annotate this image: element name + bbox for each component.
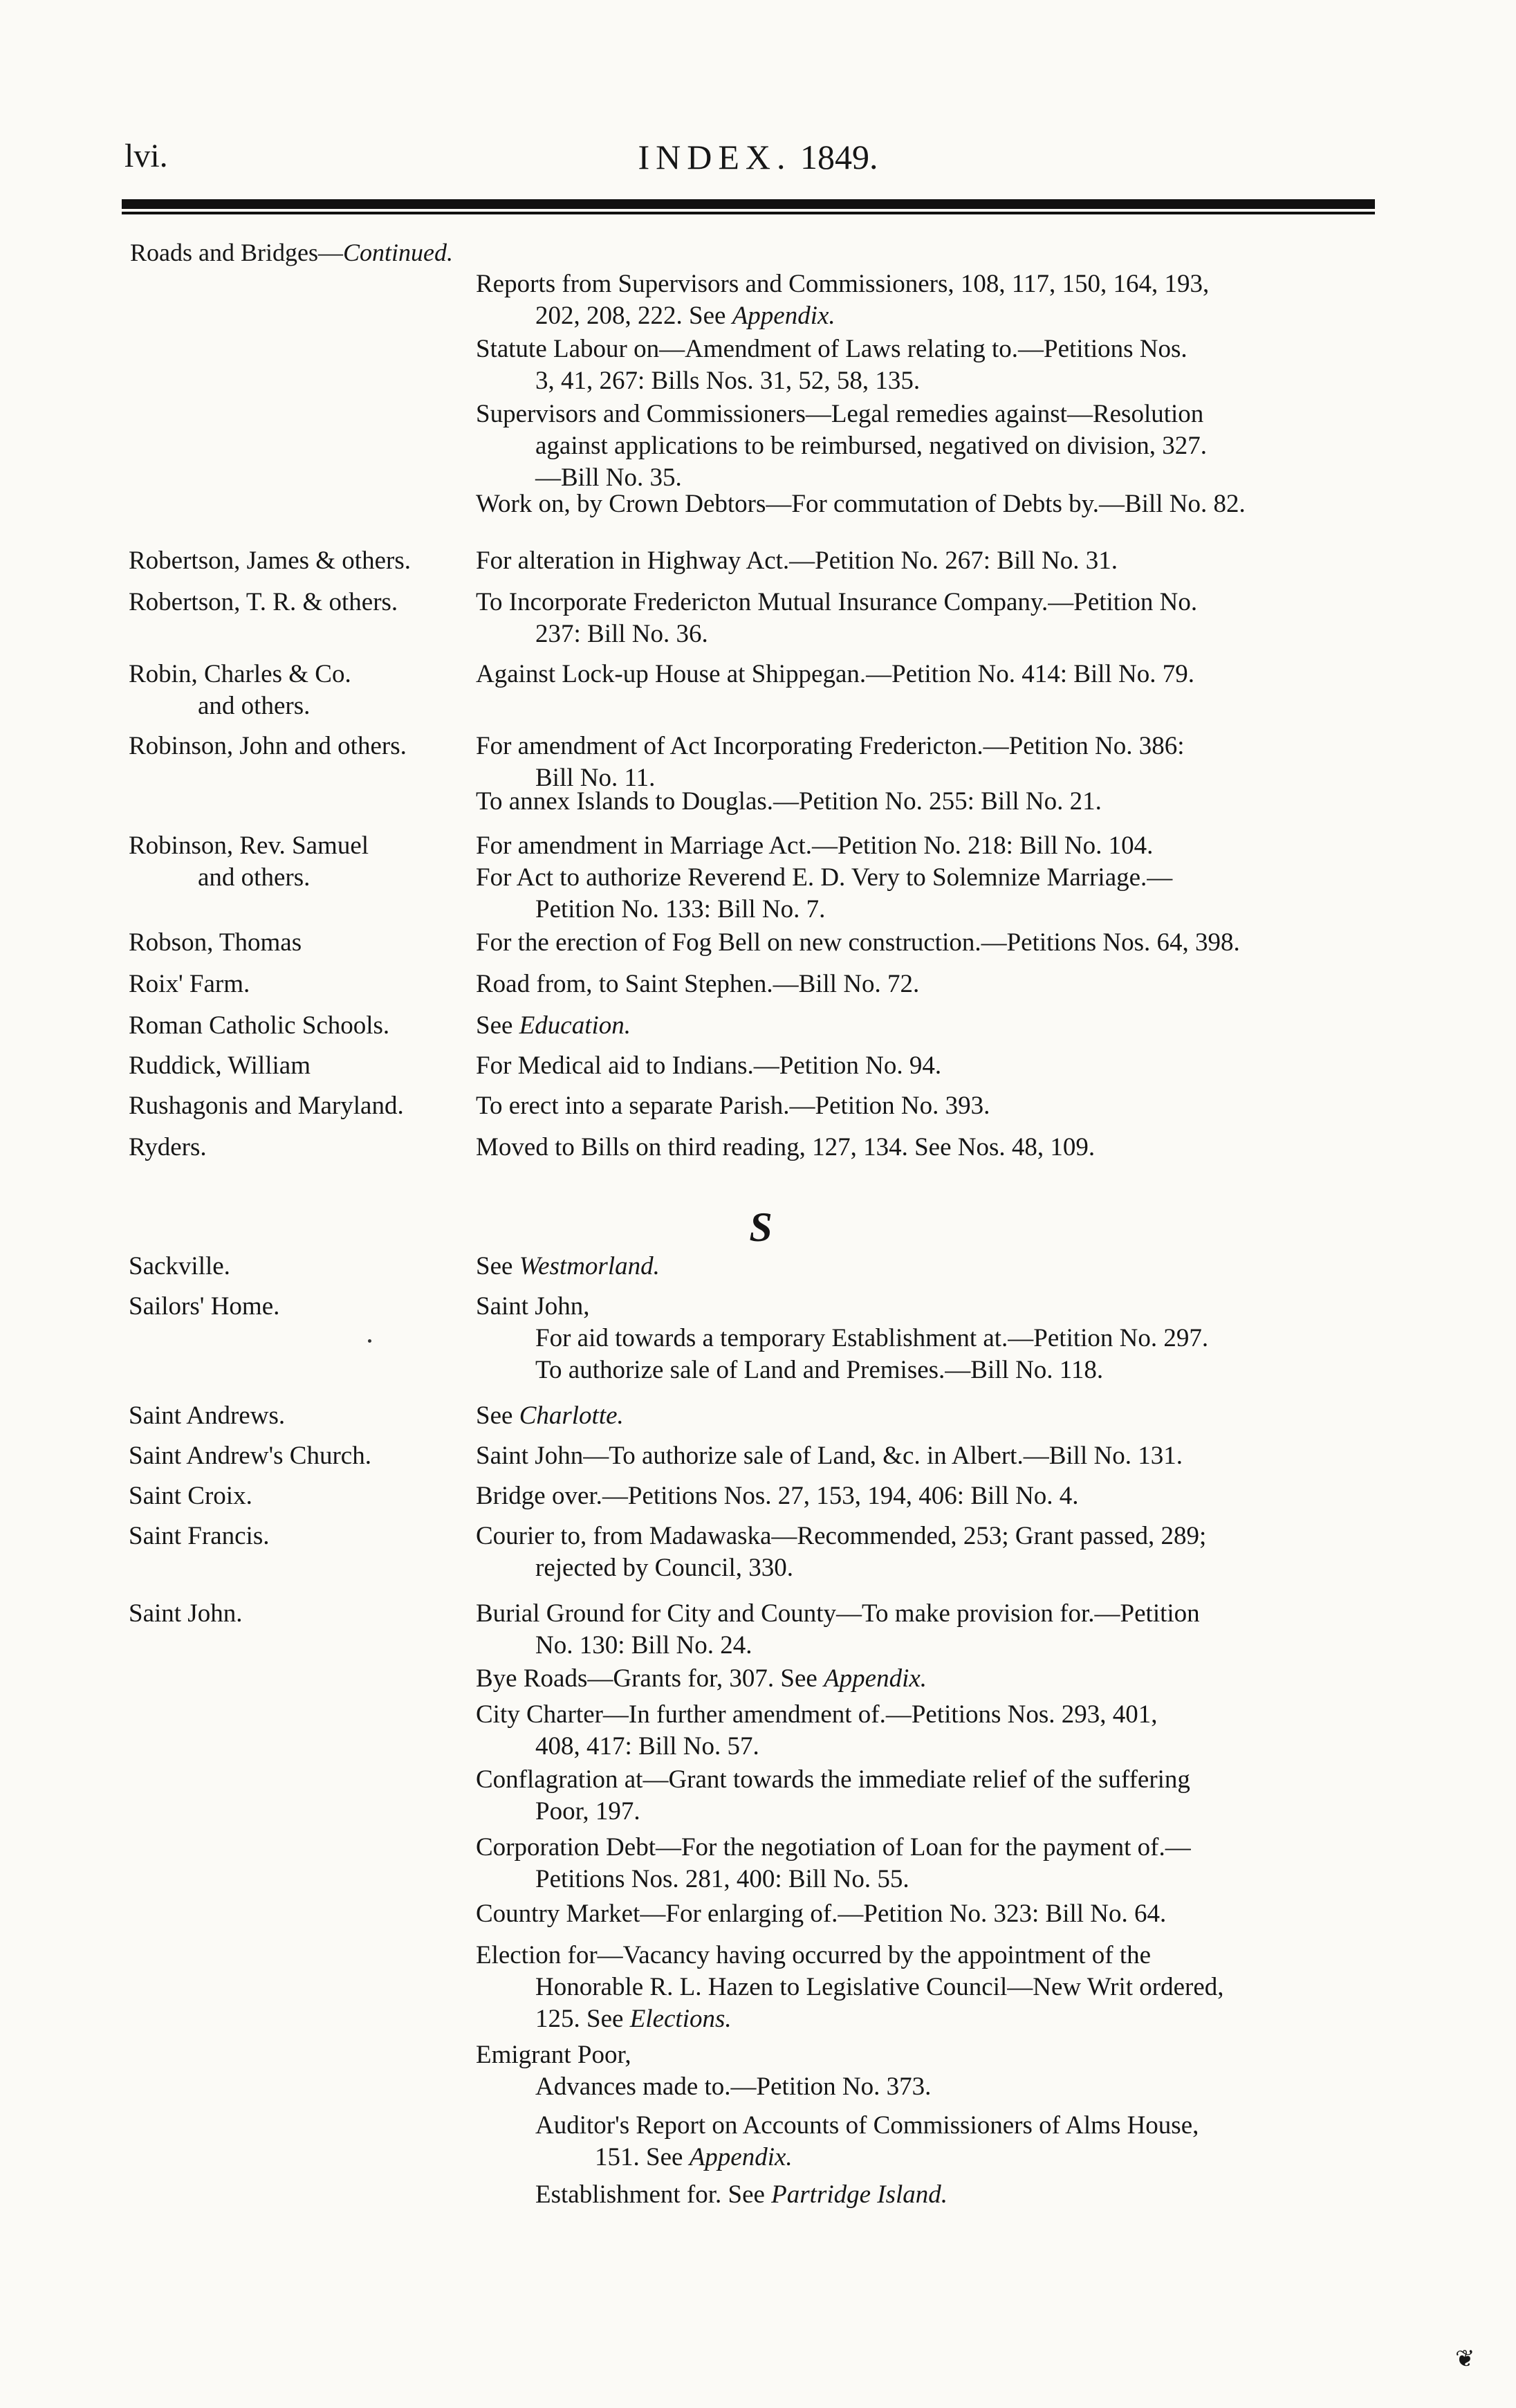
entry-line-text: Honorable R. L. Hazen to Legislative Council—New Writ ordered, [535, 1973, 1224, 2001]
running-head-word: INDEX. [638, 138, 792, 176]
entry-line [476, 1440, 1343, 1472]
entry-heading [129, 587, 474, 618]
entry-line-text: —Bill No. 35. [535, 463, 682, 492]
entry-heading-text: Saint Andrews. [129, 1401, 286, 1430]
entry-heading-text: Saint John. [129, 1599, 243, 1628]
entry-line-text: Saint John, [476, 1292, 590, 1321]
entry-line [476, 968, 1343, 1000]
entry-line-text: To Incorporate Fredericton Mutual Insurance Company.—Petition No. [476, 588, 1198, 616]
entry-line [476, 862, 1343, 926]
entry-heading [129, 1050, 474, 1082]
entry-line [476, 786, 1343, 818]
running-head-year: 1849. [800, 138, 878, 176]
entry-heading-text: Robinson, Rev. Samuel [129, 831, 369, 860]
entry-heading-text: Roman Catholic Schools. [129, 1011, 390, 1040]
entry-line-text: Petitions Nos. 281, 400: Bill No. 55. [535, 1865, 909, 1893]
entry-line-text: 125. See Elections. [535, 2005, 732, 2033]
section-letter: S [749, 1204, 773, 1250]
entry-heading [129, 927, 474, 959]
entry-heading [129, 730, 474, 762]
entry-line [476, 1251, 1343, 1283]
entry-line-text: 151. See Appendix. [595, 2143, 793, 2171]
entry-line [476, 1291, 1343, 1323]
entry-line-text: Road from, to Saint Stephen.—Bill No. 72. [476, 970, 920, 998]
entry-line [476, 1663, 1343, 1695]
entry-line [476, 1699, 1343, 1763]
entry-subline [476, 2071, 1343, 2103]
entry-line [476, 659, 1343, 690]
entry-reference: Appendix. [689, 2143, 793, 2171]
entry-line [476, 587, 1343, 650]
entry-reference: Education. [519, 1011, 631, 1040]
entry-heading-text: and others. [198, 692, 311, 720]
entry-line [476, 1598, 1343, 1662]
entry-line-text: See Westmorland. [476, 1252, 660, 1280]
entry-heading [129, 1440, 474, 1472]
entry-line-text: See Education. [476, 1011, 631, 1040]
entry-line [476, 398, 1343, 494]
entry-line-text: Bill No. 11. [535, 764, 656, 792]
entry-heading [129, 968, 474, 1000]
entry-heading [129, 1480, 474, 1512]
entry-heading-text: Sackville. [129, 1252, 230, 1280]
ornament-mark: ❦ [1455, 2346, 1475, 2372]
entry-line [476, 488, 1343, 520]
entry-reference: Appendix. [732, 302, 835, 330]
page-number: lvi. [124, 138, 168, 174]
entry-line-text: Against Lock-up House at Shippegan.—Petition No. 414: Bill No. 79. [476, 660, 1194, 688]
entry-line [476, 1940, 1343, 2035]
entry-line-text: For amendment in Marriage Act.—Petition No. 218: Bill No. 104. [476, 831, 1154, 860]
entry-line-text: Emigrant Poor, [476, 2041, 631, 2069]
entry-line-text: Reports from Supervisors and Commissioners, 108, 117, 150, 164, 193, [476, 270, 1210, 298]
entry-line-text: against applications to be reimbursed, negatived on division, 327. [535, 432, 1208, 460]
entry-heading-text: Roix' Farm. [129, 970, 250, 998]
entry-heading-text: Robin, Charles & Co. [129, 660, 351, 688]
entry-reference: Appendix. [824, 1664, 927, 1693]
entry-heading-text: Saint Croix. [129, 1482, 252, 1510]
entry-line-text: Bridge over.—Petitions Nos. 27, 153, 194, 406: Bill No. 4. [476, 1482, 1079, 1510]
stray-mark [368, 1339, 371, 1343]
entry-line-text: 3, 41, 267: Bills Nos. 31, 52, 58, 135. [535, 367, 921, 395]
entry-line-text: Bye Roads—Grants for, 307. See Appendix. [476, 1664, 927, 1693]
entry-heading [129, 1132, 474, 1164]
entry-line [476, 730, 1343, 794]
entry-heading [129, 1251, 474, 1283]
entry-subline [476, 1323, 1343, 1354]
entry-heading-text: Ryders. [129, 1133, 207, 1161]
entry-line-text: Conflagration at—Grant towards the immediate relief of the suffering [476, 1765, 1190, 1794]
entry-line [476, 1050, 1343, 1082]
entry-line [476, 1520, 1343, 1584]
entry-heading-text: Ruddick, William [129, 1051, 311, 1080]
entry-heading [129, 1400, 474, 1432]
entry-line-text: Courier to, from Madawaska—Recommended, 253; Grant passed, 289; [476, 1522, 1207, 1550]
entry-line-text: Poor, 197. [535, 1797, 640, 1826]
entry-heading [129, 545, 474, 577]
entry-line-text: Corporation Debt—For the negotiation of Loan for the payment of.— [476, 1833, 1191, 1862]
entry-line-text: Moved to Bills on third reading, 127, 134. See Nos. 48, 109. [476, 1133, 1096, 1161]
entry-heading [129, 830, 474, 894]
entry-line-text: Petition No. 133: Bill No. 7. [535, 895, 826, 923]
entry-subline [476, 2110, 1343, 2173]
entry-line-text: Country Market—For enlarging of.—Petition No. 323: Bill No. 64. [476, 1900, 1167, 1928]
entry-line-text: Election for—Vacancy having occurred by the appointment of the [476, 1941, 1152, 1969]
entry-line [476, 1010, 1343, 1042]
entry-subline [476, 1354, 1343, 1386]
entry-heading [129, 1520, 474, 1552]
entry-line [476, 1400, 1343, 1432]
entry-heading [129, 1291, 474, 1323]
entry-line-text: Advances made to.—Petition No. 373. [535, 2072, 932, 2101]
entry-heading-text: Robertson, James & others. [129, 546, 411, 575]
entry-line [476, 268, 1343, 332]
entry-line-text: For amendment of Act Incorporating Fredericton.—Petition No. 386: [476, 732, 1185, 760]
entry-heading-text: Robinson, John and others. [129, 732, 407, 760]
entry-line [476, 2039, 1343, 2071]
entry-line-text: For alteration in Highway Act.—Petition No. 267: Bill No. 31. [476, 546, 1118, 575]
entry-line [476, 545, 1343, 577]
entry-line-text: 202, 208, 222. See Appendix. [535, 302, 835, 330]
entry-heading-text: and others. [198, 863, 311, 892]
entry-line-text: For the erection of Fog Bell on new construction.—Petitions Nos. 64, 398. [476, 928, 1240, 957]
entry-line-text: Saint John—To authorize sale of Land, &c. in Albert.—Bill No. 131. [476, 1442, 1183, 1470]
entry-subline [476, 2179, 1343, 2211]
entry-line-text: See Charlotte. [476, 1401, 624, 1430]
entry-line-text: Work on, by Crown Debtors—For commutation of Debts by.—Bill No. 82. [476, 490, 1246, 518]
entry-line-text: 408, 417: Bill No. 57. [535, 1732, 759, 1761]
entry-line-text: For aid towards a temporary Establishment at.—Petition No. 297. [535, 1324, 1209, 1352]
entry-line [476, 1832, 1343, 1895]
entry-line-text: City Charter—In further amendment of.—Petitions Nos. 293, 401, [476, 1700, 1158, 1729]
entry-heading-text: Robson, Thomas [129, 928, 302, 957]
entry-heading-text: Robertson, T. R. & others. [129, 588, 398, 616]
entry-line-text: rejected by Council, 330. [535, 1554, 793, 1582]
entry-line-text: Statute Labour on—Amendment of Laws relating to.—Petitions Nos. [476, 335, 1187, 363]
continued-heading-name: Roads and Bridges— [130, 239, 343, 266]
entry-heading-text: Saint Francis. [129, 1522, 270, 1550]
entry-line-text: To authorize sale of Land and Premises.—Bill No. 118. [535, 1356, 1104, 1384]
entry-line-text: No. 130: Bill No. 24. [535, 1631, 752, 1660]
entry-heading [129, 1598, 474, 1630]
entry-line-text: For Medical aid to Indians.—Petition No. 94. [476, 1051, 942, 1080]
entry-line [476, 1764, 1343, 1828]
continued-heading-label: Continued. [342, 239, 453, 266]
entry-line [476, 1132, 1343, 1164]
entry-heading-text: Sailors' Home. [129, 1292, 280, 1321]
entry-line [476, 830, 1343, 862]
entry-reference: Elections. [629, 2005, 732, 2033]
entry-reference: Westmorland. [519, 1252, 660, 1280]
entry-heading-text: Rushagonis and Maryland. [129, 1092, 404, 1120]
entry-line-text: Auditor's Report on Accounts of Commissioners of Alms House, [535, 2111, 1199, 2140]
entry-heading-text: Saint Andrew's Church. [129, 1442, 371, 1470]
entry-heading [129, 659, 474, 722]
entry-line-text: 237: Bill No. 36. [535, 620, 708, 648]
entry-line-text: Burial Ground for City and County—To make provision for.—Petition [476, 1599, 1200, 1628]
entry-line [476, 1898, 1343, 1930]
entry-line-text: To erect into a separate Parish.—Petition No. 393. [476, 1092, 990, 1120]
entry-line-text: For Act to authorize Reverend E. D. Very to Solemnize Marriage.— [476, 863, 1173, 892]
entry-line [476, 333, 1343, 397]
entry-reference: Partridge Island. [771, 2180, 948, 2209]
entry-heading [129, 1090, 474, 1122]
entry-reference: Charlotte. [519, 1401, 624, 1430]
entry-line [476, 1480, 1343, 1512]
entry-heading [129, 1010, 474, 1042]
entry-line [476, 1090, 1343, 1122]
entry-line-text: Establishment for. See Partridge Island. [535, 2180, 948, 2209]
entry-line [476, 927, 1343, 959]
entry-line-text: To annex Islands to Douglas.—Petition No. 255: Bill No. 21. [476, 787, 1102, 816]
entry-line-text: Supervisors and Commissioners—Legal remedies against—Resolution [476, 400, 1204, 428]
